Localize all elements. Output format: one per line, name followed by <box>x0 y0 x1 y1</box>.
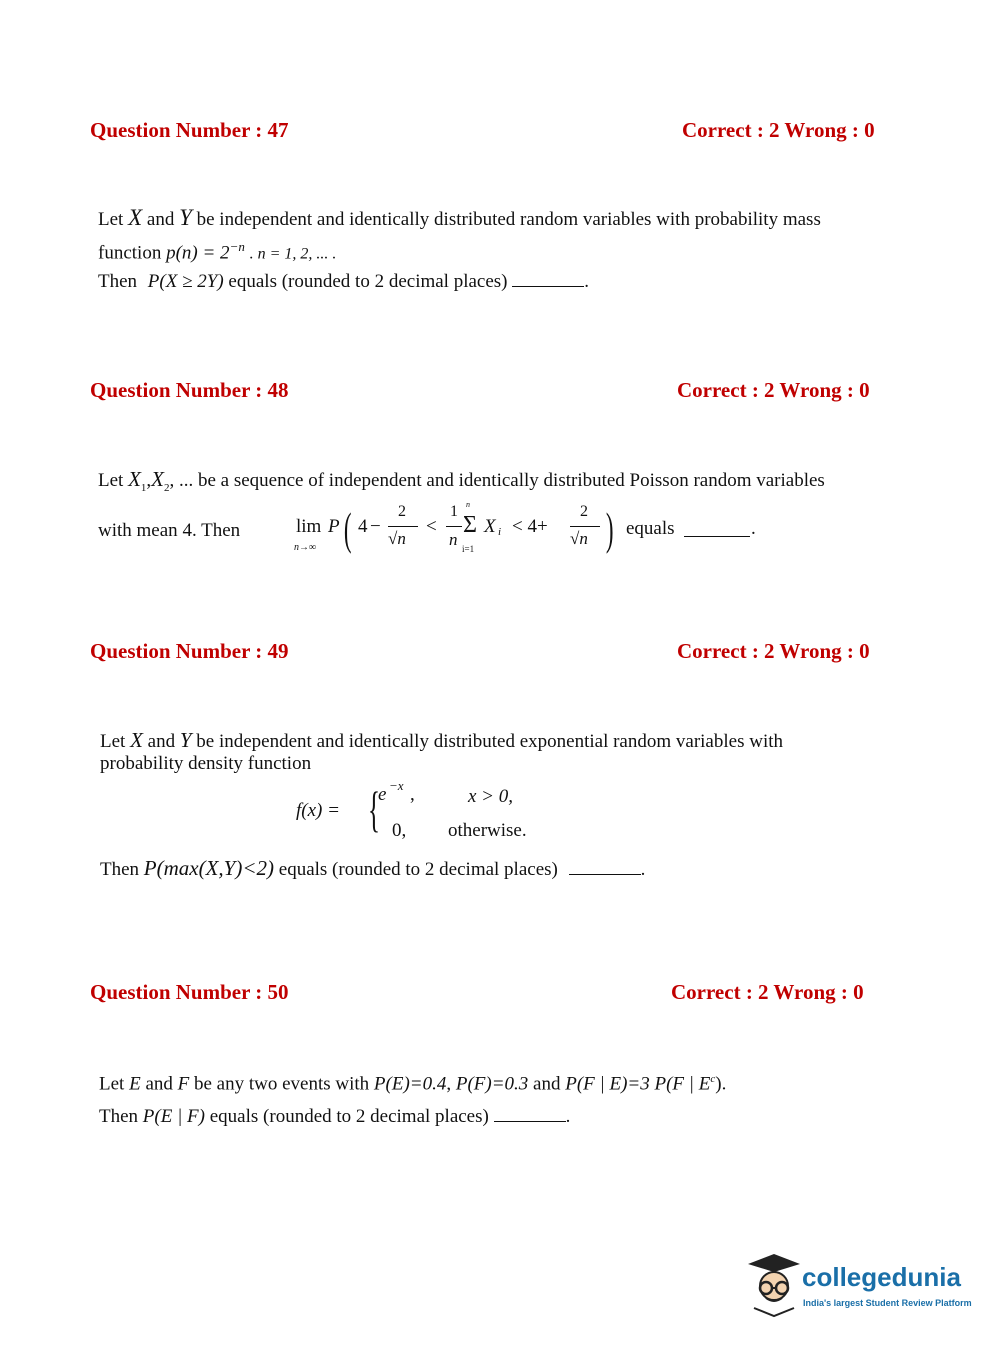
question-47-line-1: Let X and Y be independent and identically distributed random variables with probability mass <box>98 205 821 230</box>
answer-blank[interactable] <box>494 1109 566 1122</box>
mascot-icon <box>744 1250 804 1320</box>
question-49-line-1: Let X and Y be independent and identically distributed exponential random variables with <box>100 728 783 752</box>
question-47-heading: Question Number : 47 <box>90 118 289 142</box>
answer-blank[interactable] <box>684 524 750 537</box>
question-47-line-3: Then P(X ≥ 2Y) equals (rounded to 2 decimal places) . <box>98 271 590 292</box>
question-47-score: Correct : 2 Wrong : 0 <box>682 118 875 142</box>
question-49-score: Correct : 2 Wrong : 0 <box>677 639 870 663</box>
question-49-pdf-cases: f(x) = { e −x , x > 0, 0, otherwise. <box>296 778 527 841</box>
question-50-score: Correct : 2 Wrong : 0 <box>671 980 864 1004</box>
question-48-limit-expression: lim n→∞ P ( 4 − 2 √n < 1 n n Σ i=1 X i < 4+ 2 √n ) equals . <box>294 500 756 554</box>
logo-wordmark: collegedunia <box>802 1262 961 1292</box>
question-50-heading: Question Number : 50 <box>90 980 289 1004</box>
collegedunia-logo[interactable] <box>744 1250 974 1320</box>
question-49-heading: Question Number : 49 <box>90 639 289 663</box>
question-50-line-2: Then P(E | F) equals (rounded to 2 decimal places) . <box>99 1106 571 1127</box>
question-50-line-1: Let E and F be any two events with P(E)=0.4, P(F)=0.3 and P(F | E)=3 P(F | $E^c$). <box>99 1073 727 1095</box>
question-49-line-2: probability density function <box>100 753 312 774</box>
question-47-line-2: function $p(n) = 2^{-n}$ . n = 1, 2, ... . <box>98 239 337 264</box>
question-48-line-1: Let $X_1,X_2$, ... be a sequence of independent and identically distributed Poisson random variables <box>98 467 825 494</box>
logo-tagline: India's largest Student Review Platform <box>803 1298 972 1308</box>
question-48-heading: Question Number : 48 <box>90 378 289 402</box>
question-48-score: Correct : 2 Wrong : 0 <box>677 378 870 402</box>
answer-blank[interactable] <box>569 862 641 875</box>
question-49-line-3: Then P(max(X,Y)<2) equals (rounded to 2 decimal places) . <box>100 856 646 880</box>
answer-blank[interactable] <box>512 274 584 287</box>
question-48-line-2: with mean 4. Then <box>98 520 241 541</box>
